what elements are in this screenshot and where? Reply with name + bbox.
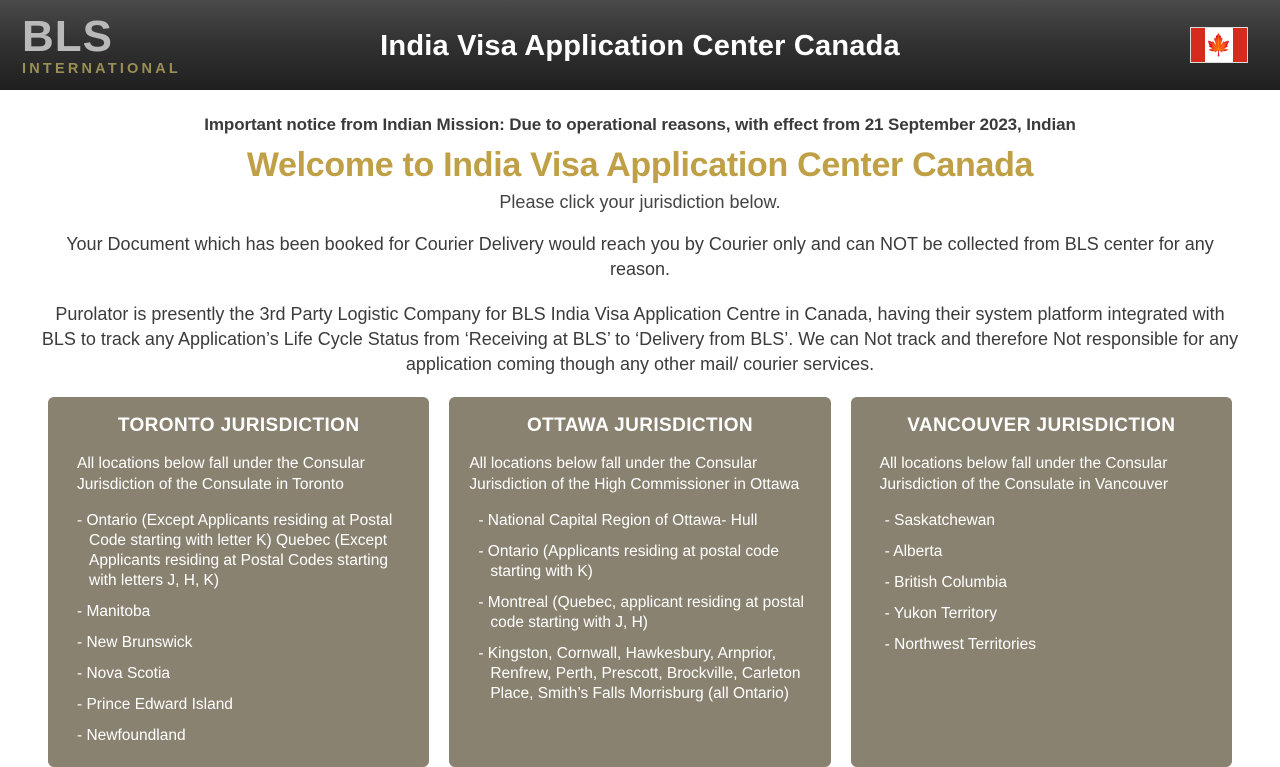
flag-right-band xyxy=(1233,28,1247,62)
courier-delivery-paragraph: Your Document which has been booked for Courier Delivery would reach you by Courier only and can NOT be collected from BLS center for any reason. xyxy=(66,234,1214,279)
logo-sub-text: INTERNATIONAL xyxy=(22,60,181,77)
list-item: - Northwest Territories xyxy=(884,636,1036,653)
card-title-vancouver: VANCOUVER JURISDICTION xyxy=(907,415,1176,436)
page-title: India Visa Application Center Canada xyxy=(380,30,900,62)
card-list-toronto xyxy=(68,511,409,746)
card-intro-vancouver: All locations below fall under the Consular Jurisdiction of the Consulate in Vancouver xyxy=(879,455,1169,493)
list-item: - Ontario (Applicants residing at postal code starting with K) xyxy=(478,543,780,580)
mission-notice: Important notice from Indian Mission: Due to operational reasons, with effect from 21 September 2023, Indian xyxy=(204,115,1076,134)
list-item: - Saskatchewan xyxy=(884,512,995,529)
purolator-paragraph: Purolator is presently the 3rd Party Logistic Company for BLS India Visa Application Centre in Canada, having their system platform integrated with BLS to track any Application’s Life Cycle Status from ‘Receiving at BLS’ to ‘Delivery from BLS’. We can Not track and therefore Not responsible for any application coming though any other mail/ courier services. xyxy=(41,304,1239,374)
site-header xyxy=(0,0,1280,90)
canada-flag-icon xyxy=(1190,27,1248,63)
card-intro-ottawa: All locations below fall under the Consular Jurisdiction of the High Commissioner in Ottawa xyxy=(469,455,800,493)
list-item: - Nova Scotia xyxy=(77,665,171,682)
flag-left-band xyxy=(1191,28,1205,62)
list-item: - Kingston, Cornwall, Hawkesbury, Arnprior, Renfrew, Perth, Prescott, Brockville, Carleton Place, Smith’s Falls Morrisburg (all Ontario) xyxy=(478,645,801,702)
card-list-vancouver xyxy=(871,511,1212,655)
list-item: - Yukon Territory xyxy=(884,605,997,622)
list-item: - Prince Edward Island xyxy=(77,696,233,713)
main-content xyxy=(0,115,1280,767)
list-item: - National Capital Region of Ottawa- Hull xyxy=(478,512,758,529)
logo-main-text: BLS xyxy=(22,11,113,61)
jurisdiction-card-toronto[interactable] xyxy=(48,397,429,767)
jurisdiction-cards xyxy=(30,397,1250,767)
jurisdiction-card-vancouver[interactable] xyxy=(851,397,1232,767)
list-item: - Alberta xyxy=(884,543,943,560)
card-list-ottawa xyxy=(469,511,810,704)
card-intro-toronto: All locations below fall under the Consular Jurisdiction of the Consulate in Toronto xyxy=(77,455,365,493)
list-item: - British Columbia xyxy=(884,574,1007,591)
jurisdiction-card-ottawa[interactable] xyxy=(449,397,830,767)
welcome-subtitle: Please click your jurisdiction below. xyxy=(499,192,781,212)
card-title-ottawa: OTTAWA JURISDICTION xyxy=(526,415,754,436)
list-item: - Manitoba xyxy=(77,603,151,620)
list-item: - New Brunswick xyxy=(77,634,193,651)
list-item: - Newfoundland xyxy=(77,727,186,744)
flag-maple-leaf-icon: 🍁 xyxy=(1205,28,1233,62)
welcome-heading: Welcome to India Visa Application Center Canada xyxy=(246,146,1034,184)
list-item: - Montreal (Quebec, applicant residing at postal code starting with J, H) xyxy=(478,594,805,631)
list-item: - Ontario (Except Applicants residing at Postal Code starting with letter K) Quebec (Except Applicants residing at Postal Codes starting with letters J, H, K) xyxy=(77,512,393,589)
card-title-toronto: TORONTO JURISDICTION xyxy=(117,415,360,436)
